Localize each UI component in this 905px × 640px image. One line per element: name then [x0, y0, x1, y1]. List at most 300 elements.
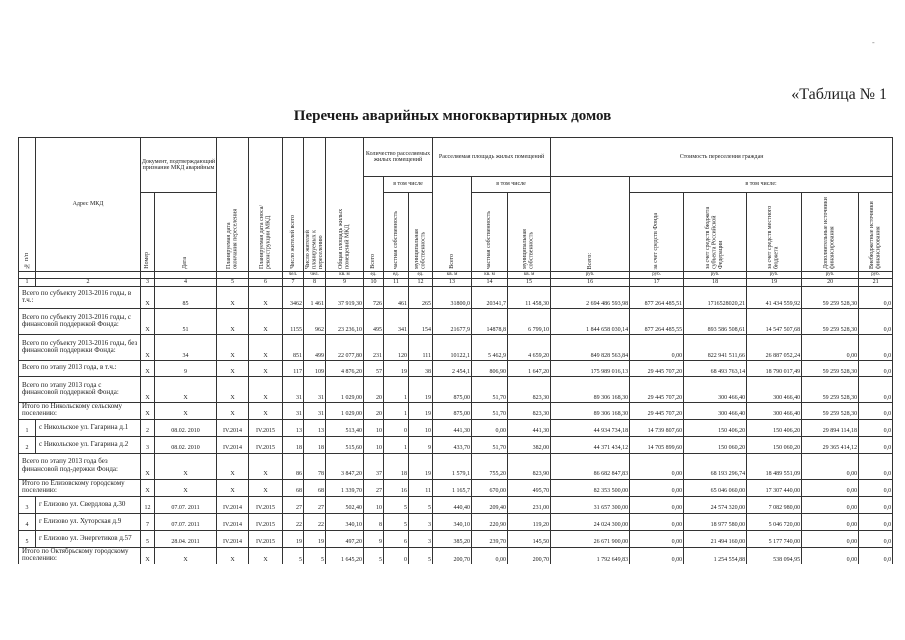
value-cell: 19	[409, 377, 433, 403]
value-cell: 3 847,20	[326, 453, 364, 479]
value-cell: 0,0	[859, 479, 893, 496]
row-number: 2	[19, 436, 36, 453]
header-area-municipal: муниципальная собственность	[508, 193, 551, 272]
value-cell: 823,30	[508, 403, 551, 420]
value-cell: 0,00	[802, 453, 859, 479]
value-cell: 08.02. 2010	[155, 436, 217, 453]
column-number-cell: 14	[472, 279, 508, 287]
header-residents-total: Число жителей всего	[283, 138, 304, 272]
house-address: г Елизово ул. Свердлова д.30	[36, 496, 141, 513]
value-cell: 5	[409, 496, 433, 513]
value-cell: 28.04. 2011	[155, 530, 217, 547]
document-title: Перечень аварийных многоквартирных домов	[293, 108, 612, 124]
header-area-incl: в том числе	[472, 177, 551, 193]
header-cost-extra: Внебюджетные источники финансирования	[859, 193, 893, 272]
value-cell: 341	[384, 309, 409, 335]
value-cell: 300 466,40	[684, 403, 747, 420]
value-cell: 8	[364, 513, 384, 530]
unit-cell: руб.	[684, 272, 747, 279]
value-cell: 9	[364, 530, 384, 547]
header-document: Документ, подтверждающий признание МКД аварийным	[141, 138, 217, 193]
value-cell: 20341,7	[472, 287, 508, 309]
value-cell: 27	[364, 479, 384, 496]
value-cell: IV.2015	[249, 419, 283, 436]
value-cell: 5	[384, 513, 409, 530]
unit-cell	[155, 272, 217, 279]
value-cell: 13	[304, 419, 326, 436]
summary-label: Всего по этапу 2013 года с финансовой поддержкой Фонда:	[19, 377, 141, 403]
value-cell: 31	[283, 403, 304, 420]
value-cell: 0,0	[859, 496, 893, 513]
value-cell: 1 647,20	[508, 361, 551, 377]
value-cell: 10	[364, 419, 384, 436]
value-cell: 21677,9	[433, 309, 472, 335]
value-cell: 239,70	[472, 530, 508, 547]
column-number-cell: 16	[551, 279, 630, 287]
house-row	[19, 530, 893, 547]
value-cell: 726	[364, 287, 384, 309]
value-cell: X	[217, 547, 249, 564]
value-cell: 0,00	[630, 513, 684, 530]
value-cell: 51,70	[472, 436, 508, 453]
unit-cell: ед.	[384, 272, 409, 279]
column-number-cell: 15	[508, 279, 551, 287]
value-cell: 154	[409, 309, 433, 335]
value-cell: 31	[283, 377, 304, 403]
column-number-cell: 13	[433, 279, 472, 287]
value-cell: 3462	[283, 287, 304, 309]
value-cell: 5	[409, 547, 433, 564]
summary-row	[19, 377, 893, 403]
value-cell: 59 259 528,30	[802, 377, 859, 403]
value-cell: 41 434 559,92	[747, 287, 802, 309]
value-cell: 822 941 511,66	[684, 335, 747, 361]
value-cell: 538 094,95	[747, 547, 802, 564]
value-cell: 18 977 580,00	[684, 513, 747, 530]
value-cell: 1 029,00	[326, 377, 364, 403]
column-number-cell: 5	[217, 279, 249, 287]
value-cell: 175 989 016,13	[551, 361, 630, 377]
value-cell: IV.2015	[249, 530, 283, 547]
value-cell: 24 574 320,00	[684, 496, 747, 513]
summary-row	[19, 479, 893, 496]
unit-cell: руб.	[551, 272, 630, 279]
column-number-cell: 17	[630, 279, 684, 287]
value-cell: 19	[384, 361, 409, 377]
value-cell: 19	[409, 403, 433, 420]
summary-label: Итого по Елизовскому городскому поселению:	[19, 479, 141, 496]
summary-row	[19, 361, 893, 377]
value-cell: 0,00	[630, 547, 684, 564]
value-cell: X	[141, 335, 155, 361]
summary-label: Итого по Никольскому сельскому поселению:	[19, 403, 141, 420]
value-cell: 495	[364, 309, 384, 335]
value-cell: 145,50	[508, 530, 551, 547]
value-cell: 14 739 807,60	[630, 419, 684, 436]
value-cell: 14 547 507,68	[747, 309, 802, 335]
value-cell: 4 659,20	[508, 335, 551, 361]
value-cell: 877 264 485,55	[630, 309, 684, 335]
value-cell: 31 657 300,00	[551, 496, 630, 513]
value-cell: 3	[141, 436, 155, 453]
value-cell: 08.02. 2010	[155, 419, 217, 436]
value-cell: 14878,8	[472, 309, 508, 335]
header-area-total: Всего	[433, 177, 472, 272]
value-cell: 0,00	[630, 530, 684, 547]
value-cell: 1 461	[304, 287, 326, 309]
value-cell: 11 458,30	[508, 287, 551, 309]
value-cell: 806,90	[472, 361, 508, 377]
value-cell: 0	[384, 547, 409, 564]
value-cell: 7 082 980,00	[747, 496, 802, 513]
value-cell: 300 466,40	[747, 377, 802, 403]
value-cell: 0,0	[859, 403, 893, 420]
value-cell: 19	[283, 530, 304, 547]
value-cell: X	[249, 453, 283, 479]
value-cell: 1 645,20	[326, 547, 364, 564]
value-cell: 1716528020,21	[684, 287, 747, 309]
column-number-cell: 21	[859, 279, 893, 287]
value-cell: 4 876,20	[326, 361, 364, 377]
value-cell: 385,20	[433, 530, 472, 547]
value-cell: 0,0	[859, 453, 893, 479]
value-cell: 117	[283, 361, 304, 377]
unit-cell: чел.	[283, 272, 304, 279]
value-cell: 3	[409, 513, 433, 530]
summary-label: Всего по этапу 2013 года без финансовой под-держки Фонда:	[19, 453, 141, 479]
value-cell: 300 466,40	[684, 377, 747, 403]
value-cell: X	[141, 453, 155, 479]
value-cell: 37 919,30	[326, 287, 364, 309]
value-cell: X	[155, 453, 217, 479]
value-cell: X	[217, 361, 249, 377]
value-cell: 29 894 114,18	[802, 419, 859, 436]
value-cell: X	[217, 309, 249, 335]
column-number-cell: 7	[283, 279, 304, 287]
value-cell: X	[249, 309, 283, 335]
value-cell: 755,20	[472, 453, 508, 479]
header-cost-local-budget: за счет средств местного бюджета	[747, 193, 802, 272]
value-cell: X	[249, 287, 283, 309]
value-cell: 86 682 847,83	[551, 453, 630, 479]
value-cell: X	[217, 403, 249, 420]
value-cell: 20	[364, 377, 384, 403]
value-cell: 0,0	[859, 361, 893, 377]
value-cell: X	[141, 403, 155, 420]
value-cell: 68	[283, 479, 304, 496]
value-cell: 0,00	[802, 530, 859, 547]
value-cell: 6 799,10	[508, 309, 551, 335]
value-cell: 26 887 052,24	[747, 335, 802, 361]
value-cell: 0,00	[630, 453, 684, 479]
value-cell: 440,40	[433, 496, 472, 513]
value-cell: 5	[384, 496, 409, 513]
value-cell: 14 705 899,60	[630, 436, 684, 453]
house-row	[19, 513, 893, 530]
value-cell: 17 307 440,00	[747, 479, 802, 496]
header-total-area: Общая площадь жилых помещений МКД	[326, 138, 364, 272]
value-cell: X	[217, 287, 249, 309]
value-cell: 21 494 160,00	[684, 530, 747, 547]
house-address: г Елизово ул. Энергетиков д.57	[36, 530, 141, 547]
value-cell: 1	[384, 403, 409, 420]
header-count-total: Всего	[364, 177, 384, 272]
value-cell: X	[141, 377, 155, 403]
value-cell: 44 371 434,12	[551, 436, 630, 453]
value-cell: 231,00	[508, 496, 551, 513]
value-cell: 0,0	[859, 547, 893, 564]
unit-cell: ед.	[409, 272, 433, 279]
value-cell: 44 934 734,18	[551, 419, 630, 436]
unit-cell	[217, 272, 249, 279]
summary-row	[19, 287, 893, 309]
value-cell: 300 466,40	[747, 403, 802, 420]
header-doc-date: Дата	[155, 193, 217, 272]
house-address: с Никольское ул. Гагарина д.2	[36, 436, 141, 453]
row-number: 5	[19, 530, 36, 547]
value-cell: 86	[283, 453, 304, 479]
unit-cell: руб.	[802, 272, 859, 279]
header-area-group: Расселяемая площадь жилых помещений	[433, 138, 551, 177]
value-cell: 18	[283, 436, 304, 453]
value-cell: 10	[364, 496, 384, 513]
value-cell: 670,00	[472, 479, 508, 496]
column-number-cell: 12	[409, 279, 433, 287]
column-number-cell: 20	[802, 279, 859, 287]
value-cell: 11	[409, 479, 433, 496]
value-cell: 07.07. 2011	[155, 513, 217, 530]
header-residents-planned: Число жителей планируемых к переселению	[304, 138, 326, 272]
value-cell: X	[141, 361, 155, 377]
row-number: 4	[19, 513, 36, 530]
value-cell: 1	[384, 436, 409, 453]
value-cell: 5 177 740,00	[747, 530, 802, 547]
value-cell: 0,00	[630, 496, 684, 513]
value-cell: 9	[409, 436, 433, 453]
value-cell: X	[141, 309, 155, 335]
value-cell: 82 353 500,00	[551, 479, 630, 496]
value-cell: 265	[409, 287, 433, 309]
value-cell: 150 060,20	[747, 436, 802, 453]
column-number-cell: 11	[384, 279, 409, 287]
value-cell: 0,00	[802, 496, 859, 513]
unit-cell	[249, 272, 283, 279]
value-cell: 200,70	[433, 547, 472, 564]
value-cell: 5	[141, 530, 155, 547]
value-cell: 962	[304, 309, 326, 335]
summary-label: Всего по субъекту 2013-2016 годы, в т.ч.:	[19, 287, 141, 309]
value-cell: 209,40	[472, 496, 508, 513]
value-cell: 150 406,20	[684, 419, 747, 436]
emergency-houses-table	[18, 137, 893, 564]
column-number-cell: 19	[747, 279, 802, 287]
units-row	[19, 272, 893, 279]
value-cell: 1 254 554,88	[684, 547, 747, 564]
value-cell: 31	[304, 403, 326, 420]
corner-mark: -	[872, 38, 875, 47]
column-number-cell: 2	[36, 279, 141, 287]
value-cell: X	[217, 453, 249, 479]
value-cell: 2 694 486 593,98	[551, 287, 630, 309]
column-number-cell: 1	[19, 279, 36, 287]
value-cell: 515,60	[326, 436, 364, 453]
value-cell: 13	[283, 419, 304, 436]
value-cell: 89 306 168,30	[551, 377, 630, 403]
value-cell: 68	[304, 479, 326, 496]
value-cell: 37	[364, 453, 384, 479]
value-cell: 823,90	[508, 453, 551, 479]
value-cell: X	[217, 479, 249, 496]
value-cell: 59 259 528,30	[802, 309, 859, 335]
value-cell: 89 306 168,30	[551, 403, 630, 420]
value-cell: 5	[304, 547, 326, 564]
value-cell: 3	[409, 530, 433, 547]
value-cell: 18	[304, 436, 326, 453]
value-cell: 10	[364, 436, 384, 453]
column-number-cell: 8	[304, 279, 326, 287]
summary-row	[19, 335, 893, 361]
header-cost-fund: за счет средств Фонда	[630, 193, 684, 272]
value-cell: 5 046 720,00	[747, 513, 802, 530]
summary-row	[19, 453, 893, 479]
value-cell: X	[249, 335, 283, 361]
value-cell: IV.2014	[217, 513, 249, 530]
value-cell: X	[249, 403, 283, 420]
value-cell: 893 586 508,61	[684, 309, 747, 335]
header-count-incl: в том числе	[384, 177, 433, 193]
value-cell: 19	[304, 530, 326, 547]
header-doc-number: Номер	[141, 193, 155, 272]
value-cell: X	[217, 377, 249, 403]
header-cost-subject-budget: за счет средств бюджета субъекта Российской Федерации	[684, 193, 747, 272]
value-cell: IV.2014	[217, 419, 249, 436]
value-cell: 0,00	[802, 547, 859, 564]
value-cell: 24 024 300,00	[551, 513, 630, 530]
value-cell: 51	[155, 309, 217, 335]
column-numbers-row	[19, 279, 893, 287]
value-cell: 59 259 528,30	[802, 287, 859, 309]
value-cell: 0,00	[472, 547, 508, 564]
value-cell: IV.2014	[217, 436, 249, 453]
value-cell: 875,00	[433, 377, 472, 403]
value-cell: 68 493 763,14	[684, 361, 747, 377]
value-cell: 1 029,00	[326, 403, 364, 420]
column-number-cell: 4	[155, 279, 217, 287]
value-cell: 0	[384, 419, 409, 436]
unit-cell: руб.	[859, 272, 893, 279]
value-cell: 0,00	[472, 419, 508, 436]
value-cell: X	[249, 479, 283, 496]
value-cell: 461	[384, 287, 409, 309]
value-cell: 22 077,80	[326, 335, 364, 361]
row-number: 3	[19, 496, 36, 513]
house-address: г Елизово ул. Хуторская д.9	[36, 513, 141, 530]
value-cell: 0,00	[630, 479, 684, 496]
value-cell: 877 264 485,51	[630, 287, 684, 309]
value-cell: 5	[283, 547, 304, 564]
value-cell: 849 828 563,84	[551, 335, 630, 361]
value-cell: 51,70	[472, 403, 508, 420]
header-cost-incl: в том числе:	[630, 177, 893, 193]
value-cell: 23 236,10	[326, 309, 364, 335]
value-cell: 10122,1	[433, 335, 472, 361]
value-cell: 29 445 707,20	[630, 377, 684, 403]
value-cell: X	[155, 547, 217, 564]
value-cell: X	[249, 377, 283, 403]
value-cell: 12	[141, 496, 155, 513]
value-cell: 5 462,9	[472, 335, 508, 361]
summary-row	[19, 309, 893, 335]
unit-cell: кв. м	[472, 272, 508, 279]
value-cell: 382,00	[508, 436, 551, 453]
value-cell: IV.2015	[249, 436, 283, 453]
value-cell: X	[155, 403, 217, 420]
value-cell: 823,30	[508, 377, 551, 403]
header-address: Адрес МКД	[36, 138, 141, 272]
value-cell: 1 339,70	[326, 479, 364, 496]
value-cell: 0,0	[859, 335, 893, 361]
summary-row	[19, 547, 893, 564]
value-cell: 59 259 528,30	[802, 361, 859, 377]
unit-cell: кв. м	[326, 272, 364, 279]
value-cell: 26 671 900,00	[551, 530, 630, 547]
value-cell: 34	[155, 335, 217, 361]
unit-cell	[19, 272, 36, 279]
value-cell: 19	[409, 453, 433, 479]
value-cell: 2	[141, 419, 155, 436]
value-cell: 29 365 414,12	[802, 436, 859, 453]
value-cell: 502,40	[326, 496, 364, 513]
column-number-cell: 3	[141, 279, 155, 287]
value-cell: 150 406,20	[747, 419, 802, 436]
value-cell: 851	[283, 335, 304, 361]
value-cell: 38	[409, 361, 433, 377]
value-cell: 29 445 707,20	[630, 403, 684, 420]
value-cell: 59 259 528,30	[802, 403, 859, 420]
value-cell: 78	[304, 453, 326, 479]
value-cell: 9	[155, 361, 217, 377]
value-cell: 16	[384, 479, 409, 496]
value-cell: 51,70	[472, 377, 508, 403]
summary-label: Всего по субъекту 2013-2016 годы, с финансовой поддержкой Фонда:	[19, 309, 141, 335]
value-cell: 85	[155, 287, 217, 309]
value-cell: IV.2015	[249, 496, 283, 513]
value-cell: X	[155, 377, 217, 403]
column-number-cell: 6	[249, 279, 283, 287]
header-count-private: частная собственность	[384, 193, 409, 272]
value-cell: 68 193 296,74	[684, 453, 747, 479]
column-number-cell: 10	[364, 279, 384, 287]
value-cell: 497,20	[326, 530, 364, 547]
summary-row	[19, 403, 893, 420]
value-cell: 31	[304, 377, 326, 403]
header-planned-end: Планируемая дата окончания переселения	[217, 138, 249, 272]
value-cell: 31800,0	[433, 287, 472, 309]
value-cell: 220,90	[472, 513, 508, 530]
value-cell: 57	[364, 361, 384, 377]
value-cell: 18 489 551,09	[747, 453, 802, 479]
value-cell: 7	[141, 513, 155, 530]
unit-cell: кв. м	[433, 272, 472, 279]
value-cell: 875,00	[433, 403, 472, 420]
value-cell: 0,00	[802, 513, 859, 530]
unit-cell: чел.	[304, 272, 326, 279]
value-cell: 495,70	[508, 479, 551, 496]
value-cell: 18	[384, 453, 409, 479]
value-cell: 22	[304, 513, 326, 530]
column-number-cell: 9	[326, 279, 364, 287]
value-cell: 5	[364, 547, 384, 564]
